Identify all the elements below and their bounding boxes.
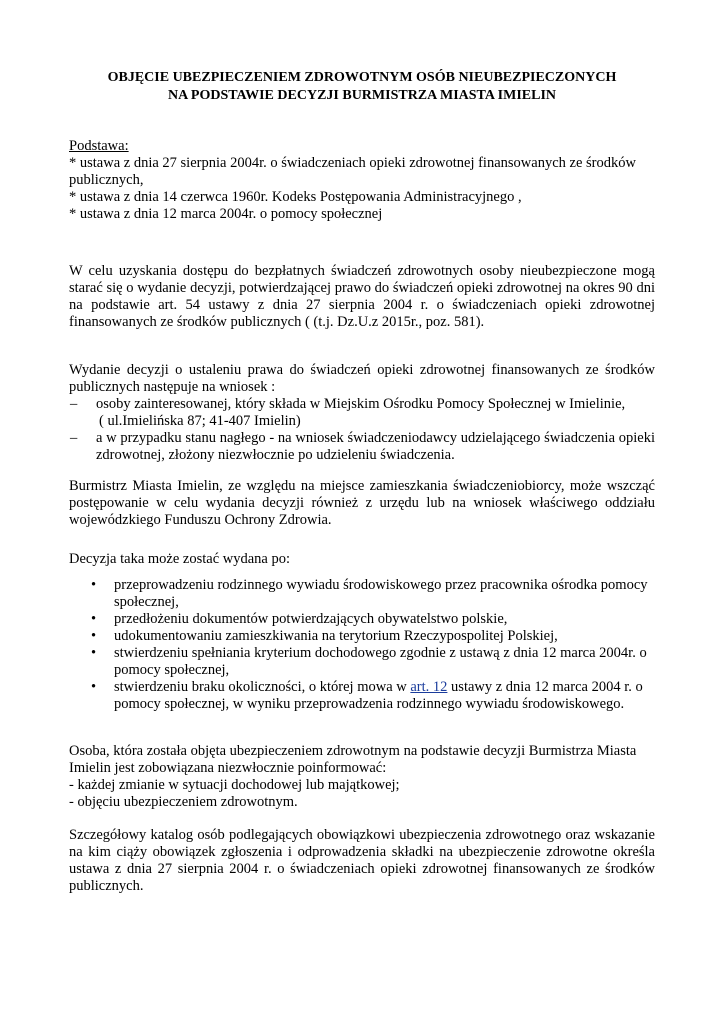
list-item-text: przeprowadzeniu rodzinnego wywiadu środowiskowego przez pracownika ośrodka pomocy społecznej, [114,577,648,610]
title-line-1: OBJĘCIE UBEZPIECZENIEM ZDROWOTNYM OSÓB NIEUBEZPIECZONYCH [107,70,617,85]
bullet-marker: • [91,577,97,593]
list-item-line: ( ul.Imielińska 87; 41-407 Imielin) [99,413,301,429]
conditions-lead: Decyzja taka może zostać wydana po: [69,551,291,567]
intro-text: W celu uzyskania dostępu do bezpłatnych świadczeń zdrowotnych osoby nieubezpieczone mogą starać się o wydanie decyzji, potwierdzającej prawo do świadczeń opieki zdrowotnej na okres 90 dni na podstawie art. 54 ustawy z dnia 27 sierpnia 2004 r. o świadczeniach opieki zdrowotnej finansowanych ze środków publicznych ( (t.j. Dz.U.z 2015r., poz. 581). [69,263,655,330]
bullet-marker: • [91,645,97,661]
list-item-text: stwierdzeniu braku okoliczności, o której mowa w [114,679,411,695]
list-item-line: osoby zainteresowanej, który składa w Miejskim Ośrodku Pomocy Społecznej w Imielinie, [96,396,626,412]
closing-text: Szczegółowy katalog osób podlegających obowiązkowi ubezpieczenia zdrowotnego oraz wskazanie na kim ciąży obowiązek zgłoszenia i odprowadzenia składki na ubezpieczenie zdrowotne określa ustawa z dnia 27 sierpnia 2004 r. o świadczeniach opieki zdrowotnej finansowanych ze środków publicznych. [69,827,655,894]
list-item-line: a w przypadku stanu nagłego - na wniosek świadczeniodawcy udzielającego świadczenia opieki zdrowotnej, złożony niezwłocznie po udzieleniu świadczenia. [96,430,655,463]
obligation-item: - objęciu ubezpieczeniem zdrowotnym. [69,794,298,810]
list-item-text: ustawy z dnia 12 marca 2004 r. o pomocy społecznej, w wyniku przeprowadzenia rodzinnego wywiadu środowiskowego. [114,679,643,712]
list-item [69,628,655,645]
basis-item: * ustawa z dnia 27 sierpnia 2004r. o świadczeniach opieki zdrowotnej finansowanych ze środków publicznych, [69,155,636,188]
dash-marker: – [70,396,78,412]
application-section [69,362,655,464]
application-list [69,396,655,464]
list-item [69,679,655,713]
mayor-text: Burmistrz Miasta Imielin, ze względu na miejsce zamieszkania świadczeniobiorcy, może wszcząć postępowanie w celu wydania decyzji również z urzędu lub na wniosek właściwego oddziału wojewódzkiego Funduszu Ochrony Zdrowia. [69,478,655,528]
list-item [69,430,655,464]
list-item [69,611,655,628]
bullet-marker: • [91,628,97,644]
bullet-marker: • [91,679,97,695]
application-lead: Wydanie decyzji o ustaleniu prawa do świadczeń opieki zdrowotnej finansowanych ze środków publicznych następuje na wniosek : [69,362,655,395]
list-item-text: udokumentowaniu zamieszkiwania na terytorium Rzeczypospolitej Polskiej, [114,628,558,644]
intro-paragraph [69,263,655,331]
obligation-item: - każdej zmianie w sytuacji dochodowej lub majątkowej; [69,777,400,793]
obligation-section [69,743,655,811]
list-item-text: przedłożeniu dokumentów potwierdzających obywatelstwo polskie, [114,611,508,627]
list-item [69,396,655,430]
page-title [60,69,664,105]
list-item [69,645,655,679]
basis-section [69,138,655,223]
mayor-paragraph [69,478,655,529]
conditions-section [69,551,655,713]
closing-paragraph [69,827,655,895]
dash-marker: – [70,430,78,446]
list-item [69,577,655,611]
art-12-link[interactable]: art. 12 [410,679,448,695]
title-line-2: NA PODSTAWIE DECYZJI BURMISTRZA MIASTA IMIELIN [167,88,557,103]
obligation-lead: Osoba, która została objęta ubezpieczeniem zdrowotnym na podstawie decyzji Burmistrza Miasta Imielin jest zobowiązana niezwłocznie poinformować: [69,743,637,776]
bullet-marker: • [91,611,97,627]
conditions-list [69,577,655,713]
basis-item: * ustawa z dnia 12 marca 2004r. o pomocy społecznej [69,206,383,222]
basis-item: * ustawa z dnia 14 czerwca 1960r. Kodeks Postępowania Administracyjnego , [69,189,522,205]
basis-heading: Podstawa: [69,138,129,154]
list-item-text: stwierdzeniu spełniania kryterium dochodowego zgodnie z ustawą z dnia 12 marca 2004r. o pomocy społecznej, [114,645,647,678]
